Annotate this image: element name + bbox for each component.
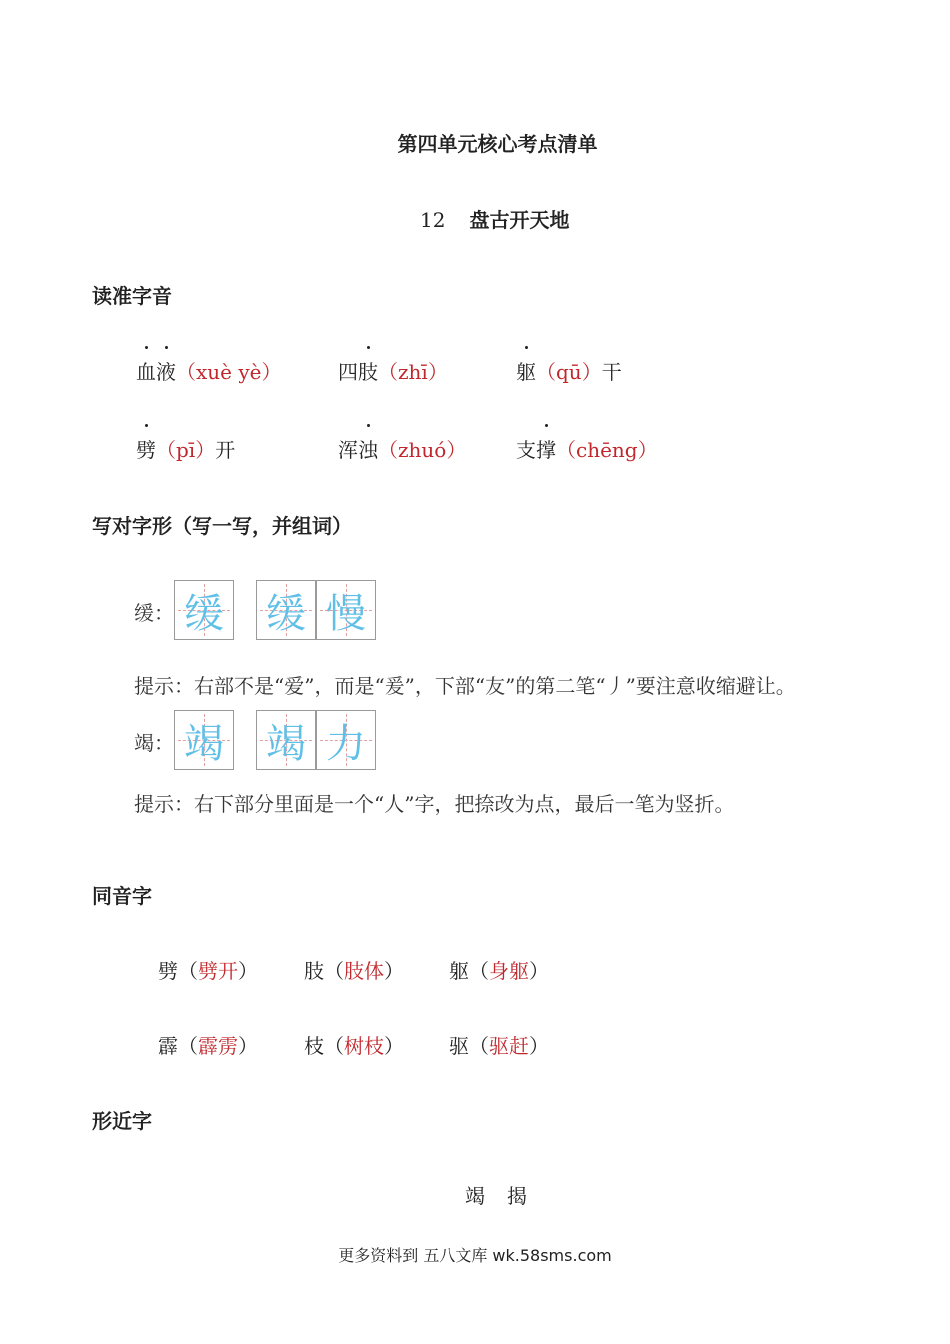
pinyin-answer: zhī [398, 360, 428, 384]
homophone-item: 枝（树枝） [304, 1034, 404, 1058]
dotted-chars: 劈 [136, 434, 156, 463]
lesson-title [420, 204, 569, 233]
pinyin-item: 四肢（zhī） [338, 356, 448, 385]
dotted-chars: 躯 [516, 356, 536, 385]
homophone-word: 肢体 [344, 959, 384, 983]
char-box: 慢 [316, 580, 376, 640]
homophone-word: 树枝 [344, 1034, 384, 1058]
section-heading-similar: 形近字 [92, 1109, 152, 1133]
footer-text: 更多资料到 五八文库 wk.58sms.com [338, 1246, 612, 1265]
writing-tip: 提示：右部不是“爱”，而是“爰”，下部“友”的第二笔“丿”要注意收缩避让。 [134, 674, 796, 698]
homophone-item: 躯（身躯） [449, 959, 549, 983]
dotted-chars: 浊 [358, 434, 378, 463]
homophone-item: 劈（劈开） [158, 959, 258, 983]
dotted-chars: 撑 [536, 434, 556, 463]
homophone-item: 霹（霹雳） [158, 1034, 258, 1058]
writing-label: 竭： [134, 731, 174, 755]
pinyin-item: 血液（xuè yè） [136, 356, 282, 385]
section-heading-reading: 读准字音 [92, 284, 172, 308]
writing-label: 缓： [134, 601, 174, 625]
pinyin-item: 浑浊（zhuó） [338, 434, 466, 463]
pinyin-answer: zhuó [398, 438, 447, 462]
homophone-word: 霹雳 [198, 1034, 238, 1058]
lesson-name: 盘古开天地 [469, 208, 570, 232]
char-box: 竭 [256, 710, 316, 770]
pinyin-answer: xuè yè [196, 360, 262, 384]
pinyin-item: 躯（qū）干 [516, 356, 622, 385]
char-box: 竭 [174, 710, 234, 770]
homophone-word: 劈开 [198, 959, 238, 983]
similar-char: 揭 [507, 1184, 527, 1208]
similar-chars [465, 1180, 527, 1209]
pinyin-item: 劈（pī）开 [136, 434, 235, 463]
homophone-word: 驱赶 [489, 1034, 529, 1058]
homophone-item: 肢（肢体） [304, 959, 404, 983]
lesson-number: 12 [420, 208, 446, 232]
homophone-word: 身躯 [489, 959, 529, 983]
char-box: 力 [316, 710, 376, 770]
pinyin-item: 支撑（chēng） [516, 434, 658, 463]
section-heading-writing: 写对字形（写一写，并组词） [92, 514, 352, 538]
char-box: 缓 [256, 580, 316, 640]
similar-char: 竭 [465, 1184, 485, 1208]
char-box: 缓 [174, 580, 234, 640]
pinyin-answer: pī [176, 438, 196, 462]
pinyin-answer: qū [556, 360, 582, 384]
dotted-chars: 肢 [358, 356, 378, 385]
dotted-chars: 血液 [136, 360, 176, 384]
page-title: 第四单元核心考点清单 [397, 132, 598, 156]
homophone-item: 驱（驱赶） [449, 1034, 549, 1058]
section-heading-homophones: 同音字 [92, 884, 152, 908]
writing-tip: 提示：右下部分里面是一个“人”字，把捺改为点，最后一笔为竖折。 [134, 792, 735, 816]
pinyin-answer: chēng [576, 438, 638, 462]
